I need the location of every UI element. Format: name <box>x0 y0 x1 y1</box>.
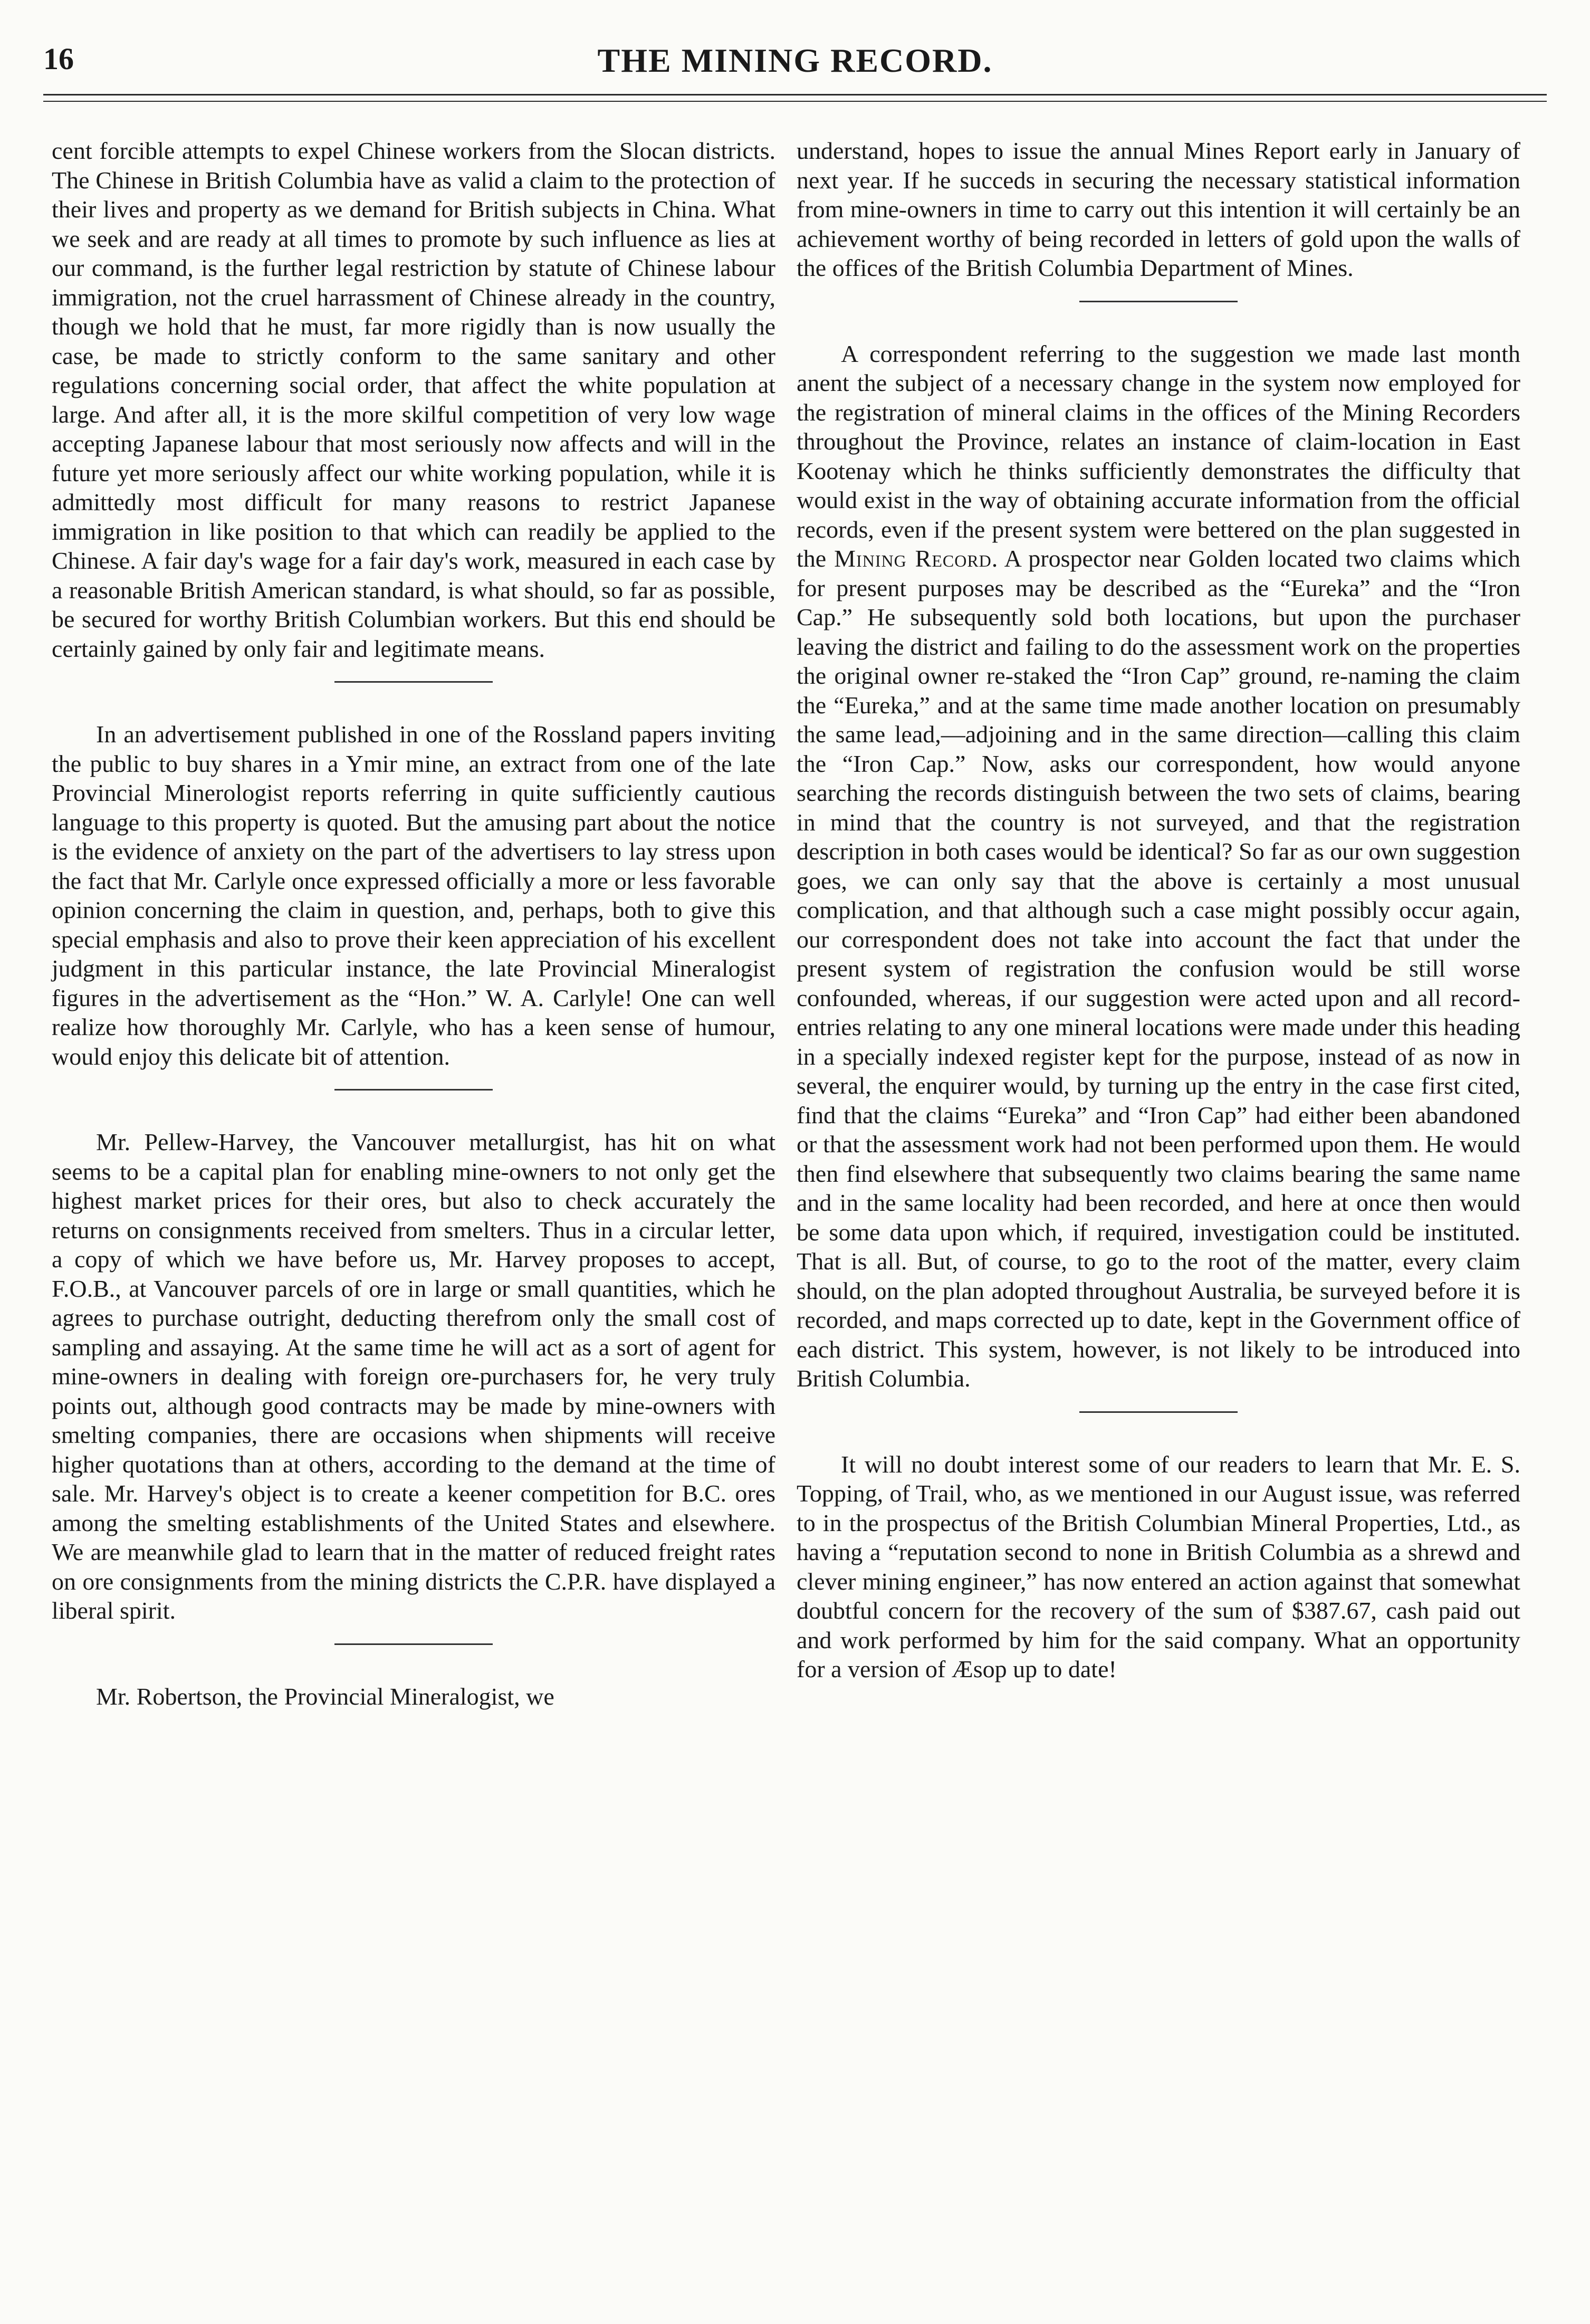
section-divider <box>334 681 493 683</box>
page-number: 16 <box>43 42 74 76</box>
claim-registration-text-a: A correspondent referring to the suggestion we made last month anent the subject of a necessary change in the system now employed for the registration of mineral claims in the offices of the Mining Recorders throughout the Province, relates an instance of claim-location in East Kootenay which he thinks sufficiently demonstrates the difficulty that would exist in the way of obtaining accurate information from the official records, even if the present system were bettered on the plan suggested in the <box>797 340 1520 572</box>
section-divider <box>334 1089 493 1091</box>
article-chinese-labour: cent forcible attempts to expel Chinese workers from the Slocan districts. The Chinese in British Columbia have as valid a claim to the protection of their lives and property as we demand for British subjects in China. What we seek and are ready at all times to promote by such influence as lies at our command, is the further legal restriction by statute of Chinese labour immigration, not the cruel harrassment of Chinese already in the country, though we hold that he must, far more rigidly than is now usually the case, be made to strictly conform to the same sanitary and other regulations concerning social order, that affect the white population at large. And after all, it is the more skilful competition of very low wage accepting Japanese labour that most seriously now affects and will in the future yet more seriously affect our white working population, while it is admittedly most difficult for many reasons to restrict Japanese immigration in like position to that which can readily be applied to the Chinese. A fair day's wage for a fair day's work, measured in each case by a reasonable British American standard, is what should, so far as possible, be secured for worthy British Columbian workers. But this end should be certainly gained by only fair and legitimate means. <box>52 137 775 662</box>
section-divider <box>1079 1411 1238 1413</box>
claim-registration-text-b: . A prospector near Golden located two claims which for present purposes may be described as the “Eureka” and the “Iron Cap.” He subsequently sold both locations, but upon the purchaser leaving the district and failing to do the assessment work on the properties the original owner re-staked the “Iron Cap” ground, re-naming the claim the “Eureka,” and at the same time made another location on presumably the same lead,—adjoining and in the same direction—calling this claim the “Iron Cap.” Now, asks our correspondent, how would anyone searching the records distinguish between the two sets of claims, bearing in mind that the country is not surveyed, and that the registration description in both cases would be identical? So far as our own suggestion goes, we can only say that the above is certainly a most unusual complication, and that although such a case might possibly occur again, our correspondent does not take into account the fact that under the present system of registration the confusion would be still worse confounded, whereas, if our suggestion were acted upon and all record-entries relating to any one mineral locations were made under this heading in a specially indexed register kept for the purpose, instead of as now in several, the enquirer would, by turning up the entry in the case first cited, find that the claims “Eureka” and “Iron Cap” had either been abandoned or that the assessment work had not been performed upon them. He would then find elsewhere that subsequently two claims bearing the same name and in the same locality had been recorded, and here at once then would be some data upon which, if required, investigation could be instituted. That is all. But, of course, to go to the root of the matter, every claim should, on the plan adopted throughout Australia, be surveyed before it is recorded, and maps corrected up to date, kept in the Government office of each district. This system, however, is not likely to be introduced into British Columbia. <box>797 545 1521 1392</box>
article-robertson-start: Mr. Robertson, the Provincial Mineralogist, we <box>96 1682 554 1710</box>
mining-record-name: Mining Record <box>834 545 992 572</box>
article-pellew-harvey: Mr. Pellew-Harvey, the Vancouver metallurgist, has hit on what seems to be a capital plan for enabling mine-owners to not only get the highest market prices for their ores, but also to check accurately the returns on consignments received from smelters. Thus in a circular letter, a copy of which we have before us, Mr. Harvey proposes to accept, F.O.B., at Vancouver parcels of ore in large or small quantities, which he agrees to purchase outright, deducting therefrom only the small cost of sampling and assaying. At the same time he will act as a sort of agent for mine-owners in dealing with foreign ore-purchasers for, he very truly points out, although good contracts may be made by mine-owners with smelting companies, there are occasions when shipments will receive higher quotations than at others, according to the demand at the time of sale. Mr. Harvey's object is to create a keener competition for B.C. ores among the smelting establishments of the United States and elsewhere. We are meanwhile glad to learn that in the matter of reduced freight rates on ore consignments from the mining districts the C.P.R. have displayed a liberal spirit. <box>52 1128 775 1624</box>
article-topping-action: It will no doubt interest some of our readers to learn that Mr. E. S. Topping, of Trail, who, as we mentioned in our August issue, was referred to in the prospectus of the British Columbian Mineral Properties, Ltd., as having a “reputation second to none in British Columbia as a shrewd and clever mining engineer,” has now entered an action against that somewhat doubtful concern for the recovery of the sum of $387.67, cash paid out and work performed by him for the said company. What an opportunity for a version of Æsop up to date! <box>797 1450 1520 1682</box>
header-rule <box>43 94 1547 102</box>
article-ymir-advertisement: In an advertisement published in one of the Rossland papers inviting the public to buy shares in a Ymir mine, an extract from one of the late Provincial Minerologist reports referring in quite sufficiently cautious language to this property is quoted. But the amusing part about the notice is the evidence of anxiety on the part of the advertisers to lay stress upon the fact that Mr. Carlyle once expressed officially a more or less favorable opinion concerning the claim in question, and, perhaps, both to give this special emphasis and also to prove their keen appreciation of his excellent judgment in this particular instance, the late Provincial Mineralogist figures in the advertisement as the “Hon.” W. A. Carlyle! One can well realize how thoroughly Mr. Carlyle, who has a keen sense of humour, would enjoy this delicate bit of attention. <box>52 721 775 1070</box>
section-divider <box>1079 301 1238 302</box>
article-claim-registration <box>797 339 1520 1393</box>
article-robertson-continued: understand, hopes to issue the annual Mines Report early in January of next year. If he succeds in securing the necessary statistical information from mine-owners in time to carry out this intention it will certainly be an achievement worthy of being recorded in letters of gold upon the walls of the offices of the British Columbia Department of Mines. <box>797 137 1520 281</box>
page-header <box>43 41 1547 89</box>
section-divider <box>334 1643 493 1645</box>
journal-title: THE MINING RECORD. <box>597 42 993 79</box>
left-column <box>52 136 775 1711</box>
right-column <box>797 136 1520 1684</box>
